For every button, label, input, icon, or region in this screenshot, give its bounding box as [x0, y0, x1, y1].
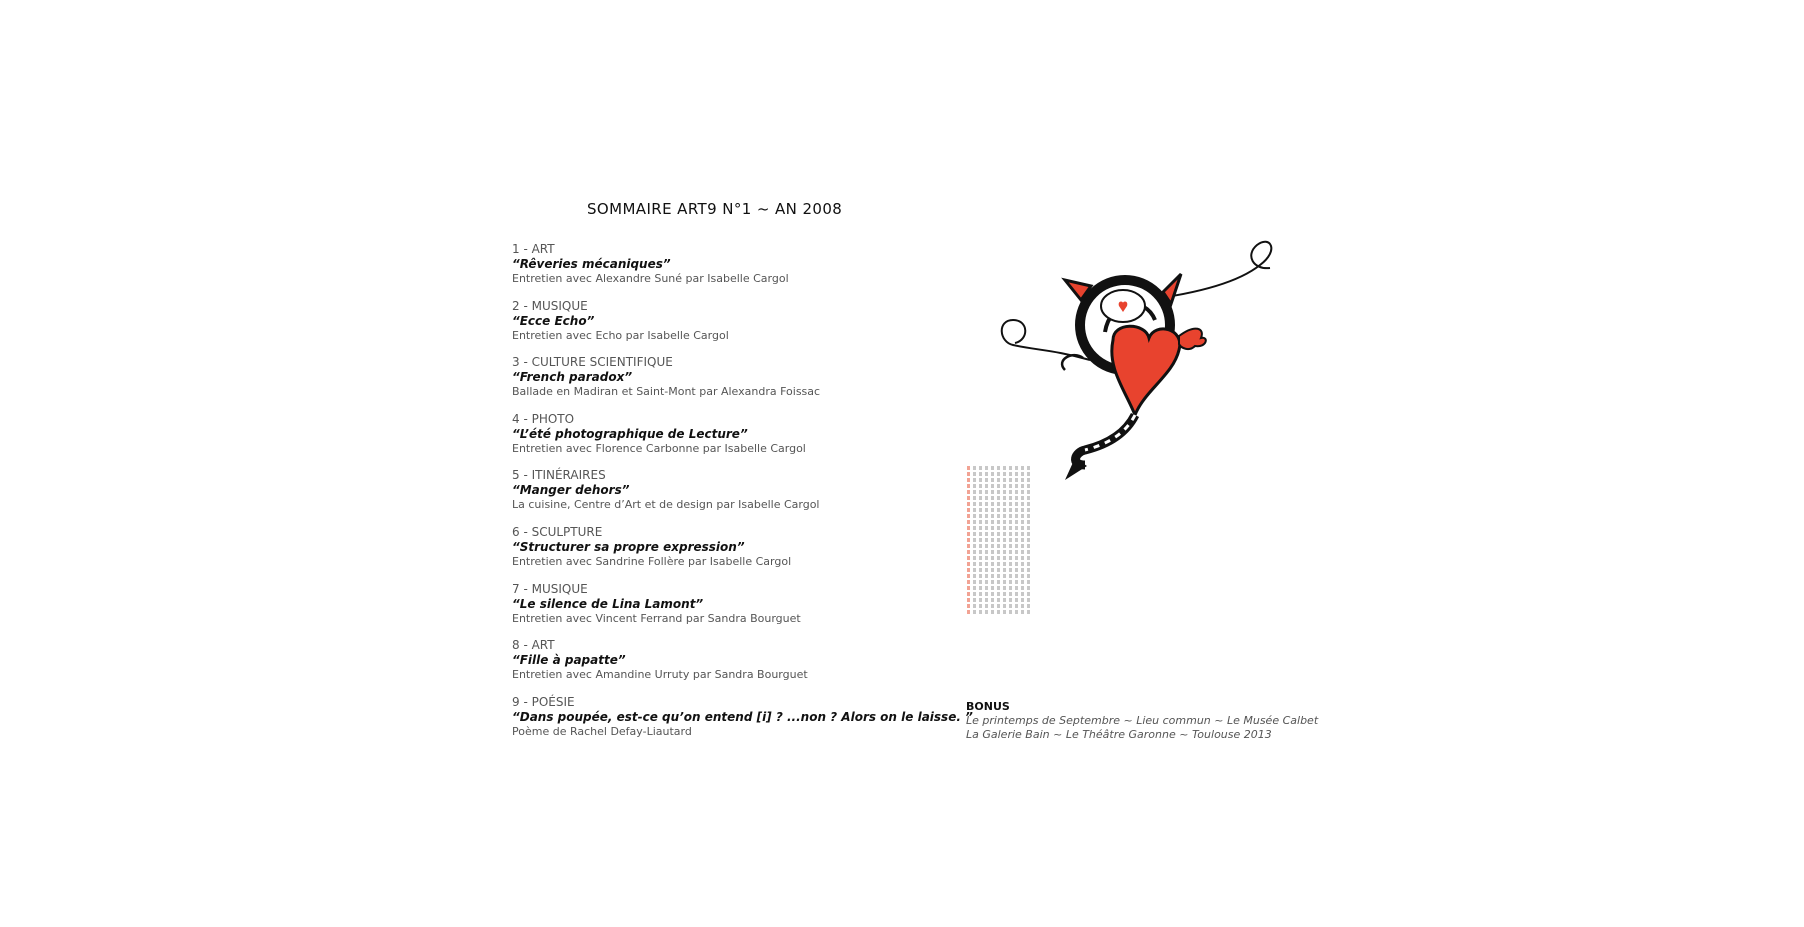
toc-category: 4 - PHOTO [512, 411, 575, 426]
bonus-title: BONUS [966, 700, 1010, 713]
toc-category: 9 - POÉSIE [512, 694, 575, 709]
toc-byline: Entretien avec Amandine Urruty par Sandra Bourguet [512, 668, 808, 682]
toc-category: 5 - ITINÉRAIRES [512, 468, 606, 483]
toc-title: “Structurer sa propre expression” [512, 539, 745, 554]
bonus-line: La Galerie Bain ~ Le Théâtre Garonne ~ Toulouse 2013 [966, 728, 1272, 741]
toc-entry [512, 694, 973, 752]
toc-entry [512, 468, 932, 525]
toc-title: “Fille à papatte” [512, 653, 626, 668]
toc-byline: Entretien avec Sandrine Follère par Isabelle Cargol [512, 554, 792, 568]
toc-title: “Le silence de Lina Lamont” [512, 596, 704, 611]
toc-title: “L’été photographique de Lecture” [512, 426, 748, 441]
toc-byline: Entretien avec Florence Carbonne par Isabelle Cargol [512, 441, 806, 455]
toc-entry [512, 355, 932, 412]
toc-category: 2 - MUSIQUE [512, 298, 588, 313]
toc-title: “Manger dehors” [512, 483, 630, 498]
bonus-section [966, 700, 1319, 742]
bonus-line: Le printemps de Septembre ~ Lieu commun ~ Le Musée Calbet [966, 714, 1319, 727]
toc-byline: Poème de Rachel Defay-Liautard [512, 724, 692, 738]
art9-mascot-icon [995, 240, 1295, 480]
toc-entry [512, 525, 932, 582]
credits-texture [967, 466, 1035, 616]
toc-category: 1 - ART [512, 242, 555, 256]
toc-entry [512, 412, 932, 469]
page-title: SOMMAIRE ART9 N°1 ~ AN 2008 [587, 200, 843, 218]
toc-title: “Ecce Echo” [512, 313, 595, 328]
toc-byline: Entretien avec Echo par Isabelle Cargol [512, 328, 729, 342]
toc-byline: Entretien avec Alexandre Suné par Isabelle Cargol [512, 272, 789, 285]
toc-category: 7 - MUSIQUE [512, 581, 588, 596]
table-of-contents [512, 242, 973, 751]
toc-category: 3 - CULTURE SCIENTIFIQUE [512, 355, 673, 370]
toc-byline: Ballade en Madiran et Saint-Mont par Alexandra Foissac [512, 385, 821, 399]
toc-title: “Dans poupée, est-ce qu’on entend [i] ? ...non ? Alors on le laisse. ” [512, 709, 973, 724]
toc-category: 6 - SCULPTURE [512, 524, 603, 539]
toc-title: “French paradox” [512, 370, 633, 385]
toc-category: 8 - ART [512, 638, 555, 653]
toc-byline: La cuisine, Centre d’Art et de design par Isabelle Cargol [512, 498, 820, 512]
toc-entry [512, 582, 932, 639]
toc-byline: Entretien avec Vincent Ferrand par Sandra Bourguet [512, 611, 801, 625]
toc-title: “Rêveries mécaniques” [512, 257, 671, 271]
toc-entry [512, 638, 932, 695]
toc-entry [512, 242, 932, 299]
toc-entry [512, 299, 932, 356]
